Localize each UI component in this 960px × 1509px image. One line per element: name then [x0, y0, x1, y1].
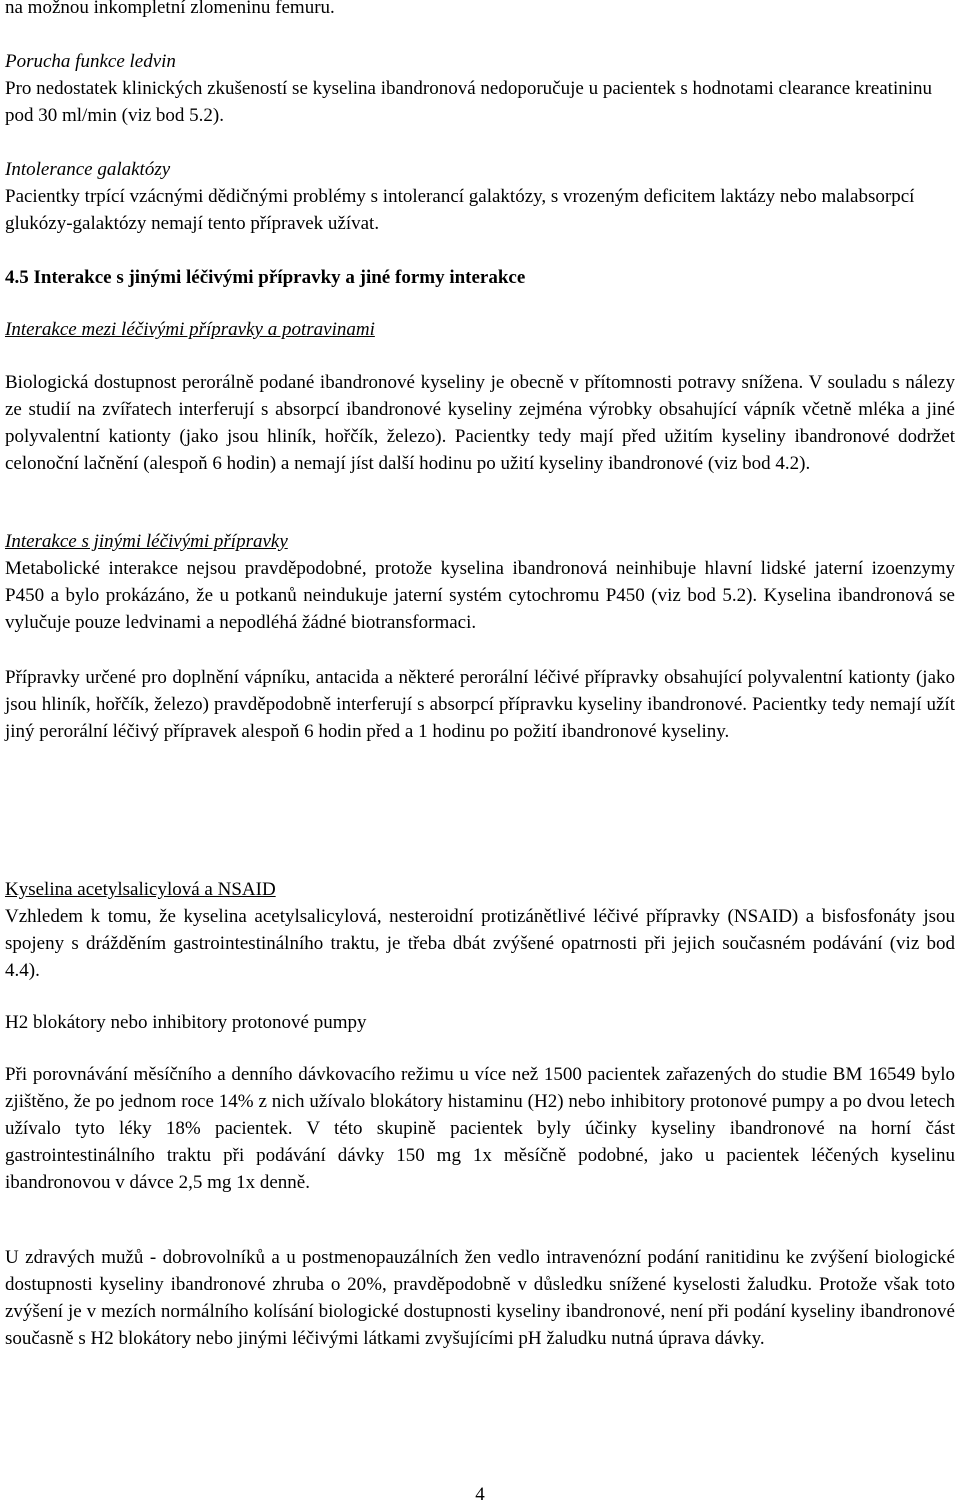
page-number: 4 [475, 1484, 485, 1505]
food-title [5, 316, 955, 343]
nsaid-title: Kyselina acetylsalicylová a NSAID [5, 879, 276, 900]
renal-text: Pro nedostatek klinických zkušeností se kyselina ibandronová nedoporučuje u pacientek s hodnotami clearance kreatininu pod 30 ml/min (viz bod 5.2). [5, 78, 933, 126]
galactose-section [5, 156, 955, 237]
drugs-title-text: Interakce s jinými léčivými přípravky [5, 531, 288, 552]
h2-title: H2 blokátory nebo inhibitory protonové pumpy [5, 1012, 367, 1033]
h2-text-2: U zdravých mužů - dobrovolníků a u postmenopauzálních žen vedlo intravenózní podání ranitidinu ke zvýšení biologické dostupnosti kyseliny ibandronové zhruba o 20%, pravděpodobně v důsledku snížené kyselosti žaludku. Protože však toto zvýšení je v mezích normálního kolísání biologické dostupnosti kyseliny ibandronové, není při podání kyseliny ibandronové současně s H2 blokátory nebo jinými léčivými látkami zvyšujícími pH žaludku nutná úprava dávky. [5, 1247, 955, 1349]
drugs-text: Metabolické interakce nejsou pravděpodobné, protože kyselina ibandronová neinhibuje hlavní lidské jaterní izoenzymy P450 a bylo prokázáno, že u potkanů neindukuje jaterní systém cytochromu P450 (viz bod 5.2). Kyselina ibandronová se vylučuje pouze ledvinami a nepodléhá žádné biotransformaci. [5, 558, 955, 633]
renal-title: Porucha funkce ledvin [5, 51, 176, 72]
section-heading: 4.5 Interakce s jinými léčivými přípravky a jiné formy interakce [5, 267, 526, 288]
galactose-title: Intolerance galaktózy [5, 159, 171, 180]
top-fragment-text: na možnou inkompletní zlomeninu femuru. [5, 0, 335, 18]
galactose-text: Pacientky trpící vzácnými dědičnými problémy s intolerancí galaktózy, s vrozeným deficitem laktázy nebo malabsorpcí glukózy-galaktózy nemají tento přípravek užívat. [5, 186, 915, 234]
drugs-title [5, 528, 955, 555]
nsaid-section [5, 876, 955, 984]
drugs-section [5, 528, 955, 636]
nsaid-text: Vzhledem k tomu, že kyselina acetylsalicylová, nesteroidní protizánětlivé léčivé přípravky (NSAID) a bisfosfonáty jsou spojeny s drážděním gastrointestinálního traktu, je třeba dbát zvýšené opatrnosti při jejich současném podávání (viz bod 4.4). [5, 906, 955, 981]
renal-section [5, 48, 955, 129]
h2-text: Při porovnávání měsíčního a denního dávkovacího režimu u více než 1500 pacientek zařazených do studie BM 16549 bylo zjištěno, že po jednom roce 14% z nich užívalo blokátory histaminu (H2) nebo inhibitory protonové pumpy a po dvou letech užívalo tyto léky 18% pacientek. V této skupině pacientek byly účinky kyseliny ibandronové na horní část gastrointestinálního traktu při podávání dávky 150 mg 1x měsíčně podobné, jako u pacientek léčených kyselinu ibandronovou v dávce 2,5 mg 1x denně. [5, 1064, 955, 1193]
food-title-text: Interakce mezi léčivými přípravky a potravinami [5, 319, 375, 340]
drugs-text-2: Přípravky určené pro doplnění vápníku, antacida a některé perorální léčivé přípravky obsahující polyvalentní kationty (jako jsou hliník, hořčík, železo) pravděpodobně interferují s absorpcí přípravku kyseliny ibandronové. Pacientky tedy nemají užít jiný perorální léčivý přípravek alespoň 6 hodin před a 1 hodinu po požití ibandronové kyseliny. [5, 667, 955, 742]
food-text: Biologická dostupnost perorálně podané ibandronové kyseliny je obecně v přítomnosti potravy snížena. V souladu s nálezy ze studií na zvířatech interferují s absorpcí ibandronové kyseliny zejména výrobky obsahující vápník včetně mléka a jiné polyvalentní kationty (jako jsou hliník, hořčík, železo). Pacientky tedy mají před užitím kyseliny ibandronové dodržet celonoční lačnění (alespoň 6 hodin) a nemají jíst další hodinu po užití kyseliny ibandronové (viz bod 4.2). [5, 372, 955, 474]
